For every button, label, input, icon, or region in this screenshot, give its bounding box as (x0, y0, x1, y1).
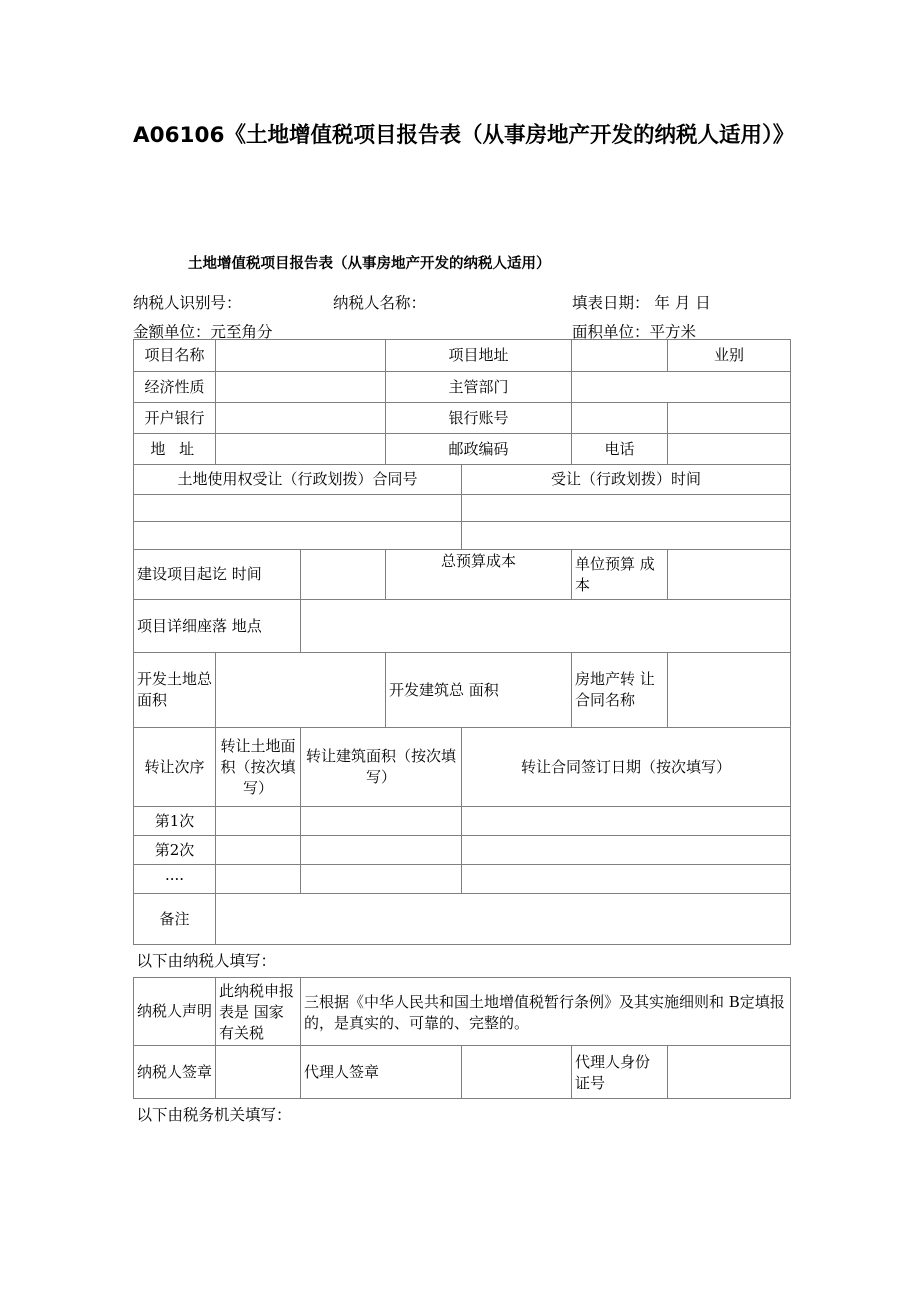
value-bank-account-b[interactable] (668, 403, 791, 434)
note-row (134, 1099, 791, 1132)
label-construction-period: 建设项目起讫 时间 (134, 550, 301, 600)
taxpayer-name-label: 纳税人名称： (333, 294, 427, 312)
note-filled-by-tax-authority: 以下由税务机关填写： (136, 1105, 292, 1124)
label-remarks: 备注 (134, 894, 216, 945)
table-row (134, 372, 791, 403)
label-project-address: 项目地址 (386, 340, 572, 372)
note-row (134, 945, 791, 978)
value-competent-department[interactable] (572, 372, 791, 403)
label-unit-budget-cost: 单位预算 成本 (572, 550, 668, 600)
label-total-building-area: 开发建筑总 面积 (386, 653, 572, 728)
label-taxpayer-signature: 纳税人签章 (134, 1046, 216, 1099)
value-project-address[interactable] (572, 340, 668, 372)
value-unit-budget-cost[interactable] (668, 550, 791, 600)
table-row (134, 653, 791, 728)
label-transfer-land-area: 转让土地面 积（按次填 写） (216, 728, 301, 807)
label-competent-department: 主管部门 (386, 372, 572, 403)
project-report-table (133, 339, 791, 1131)
label-economic-nature: 经济性质 (134, 372, 216, 403)
value-transfer-1-land-area[interactable] (216, 807, 301, 836)
label-postal-code: 邮政编码 (386, 434, 572, 465)
form-title: 土地增值税项目报告表（从事房地产开发的纳税人适用） (188, 255, 551, 272)
value-transfer-1-building-area[interactable] (301, 807, 462, 836)
table-row (134, 434, 791, 465)
label-land-transfer-time: 受让（行政划拨）时间 (462, 465, 791, 495)
value-total-land-area[interactable] (216, 653, 386, 728)
label-project-detail-location: 项目详细座落 地点 (134, 600, 301, 653)
label-total-budget-cost: 总预算成本 (386, 550, 572, 600)
value-agent-signature[interactable] (462, 1046, 572, 1099)
value-address[interactable] (216, 434, 386, 465)
value-transfer-more-land-area[interactable] (216, 865, 301, 894)
value-transfer-more-date[interactable] (462, 865, 791, 894)
value-remarks[interactable] (216, 894, 791, 945)
value-bank-of-deposit[interactable] (216, 403, 386, 434)
label-taxpayer-declaration: 纳税人声明 (134, 978, 216, 1046)
table-row (134, 600, 791, 653)
value-land-transfer-time-1[interactable] (462, 495, 791, 522)
value-taxpayer-signature[interactable] (216, 1046, 301, 1099)
label-land-use-contract-no: 土地使用权受让（行政划拨）合同号 (134, 465, 462, 495)
declaration-text-col3: 三根据《中华人民共和国土地增值税暂行条例》及其实施细则和 B定填报的，是真实的、可靠的、完整的。 (301, 978, 791, 1046)
value-project-detail-location[interactable] (301, 600, 791, 653)
label-telephone: 电话 (572, 434, 668, 465)
value-land-use-contract-no-2[interactable] (134, 522, 462, 550)
value-transfer-2-land-area[interactable] (216, 836, 301, 865)
value-telephone[interactable] (668, 434, 791, 465)
table-row (134, 836, 791, 865)
taxpayer-id-label: 纳税人识别号： (133, 294, 242, 312)
value-transfer-1-date[interactable] (462, 807, 791, 836)
label-transfer-2: 第2次 (134, 836, 216, 865)
table-row (134, 550, 791, 600)
table-row (134, 340, 791, 372)
table-row (134, 522, 791, 550)
table-row (134, 894, 791, 945)
value-project-name[interactable] (216, 340, 386, 372)
label-address: 地 址 (134, 434, 216, 465)
label-bank-of-deposit: 开户银行 (134, 403, 216, 434)
label-project-name: 项目名称 (134, 340, 216, 372)
value-transfer-2-date[interactable] (462, 836, 791, 865)
declaration-text-col2: 此纳税申报表是 国家有关税 (216, 978, 301, 1046)
table-row (134, 495, 791, 522)
value-land-transfer-time-2[interactable] (462, 522, 791, 550)
label-transfer-1: 第1次 (134, 807, 216, 836)
table-row (134, 403, 791, 434)
label-agent-id: 代理人身份证号 (572, 1046, 668, 1099)
value-economic-nature[interactable] (216, 372, 386, 403)
label-bank-account: 银行账号 (386, 403, 572, 434)
value-bank-account-a[interactable] (572, 403, 668, 434)
page-title: A06106《土地增值税项目报告表（从事房地产开发的纳税人适用）》 (133, 123, 795, 148)
table-row (134, 1046, 791, 1099)
value-land-use-contract-no-1[interactable] (134, 495, 462, 522)
value-realestate-transfer-contract-name[interactable] (668, 653, 791, 728)
value-transfer-more-building-area[interactable] (301, 865, 462, 894)
label-total-land-area: 开发土地总 面积 (134, 653, 216, 728)
fill-date-label: 填表日期： 年 月 日 (572, 294, 711, 312)
value-agent-id[interactable] (668, 1046, 791, 1099)
table-row (134, 807, 791, 836)
label-agent-signature: 代理人签章 (301, 1046, 462, 1099)
note-filled-by-taxpayer: 以下由纳税人填写： (136, 951, 277, 970)
amount-unit-label: 金额单位：元至角分 (133, 323, 273, 341)
table-row (134, 728, 791, 807)
label-transfer-more: ···· (134, 865, 216, 894)
value-transfer-2-building-area[interactable] (301, 836, 462, 865)
label-realestate-transfer-contract-name: 房地产转 让合同名称 (572, 653, 668, 728)
label-transfer-contract-date: 转让合同签订日期（按次填写） (462, 728, 791, 807)
table-row (134, 865, 791, 894)
label-industry: 业别 (668, 340, 791, 372)
label-transfer-sequence: 转让次序 (134, 728, 216, 807)
table-row (134, 465, 791, 495)
value-construction-period[interactable] (301, 550, 386, 600)
table-row (134, 978, 791, 1046)
label-transfer-building-area: 转让建筑面积（按次填写） (301, 728, 462, 807)
area-unit-label: 面积单位：平方米 (572, 323, 697, 341)
